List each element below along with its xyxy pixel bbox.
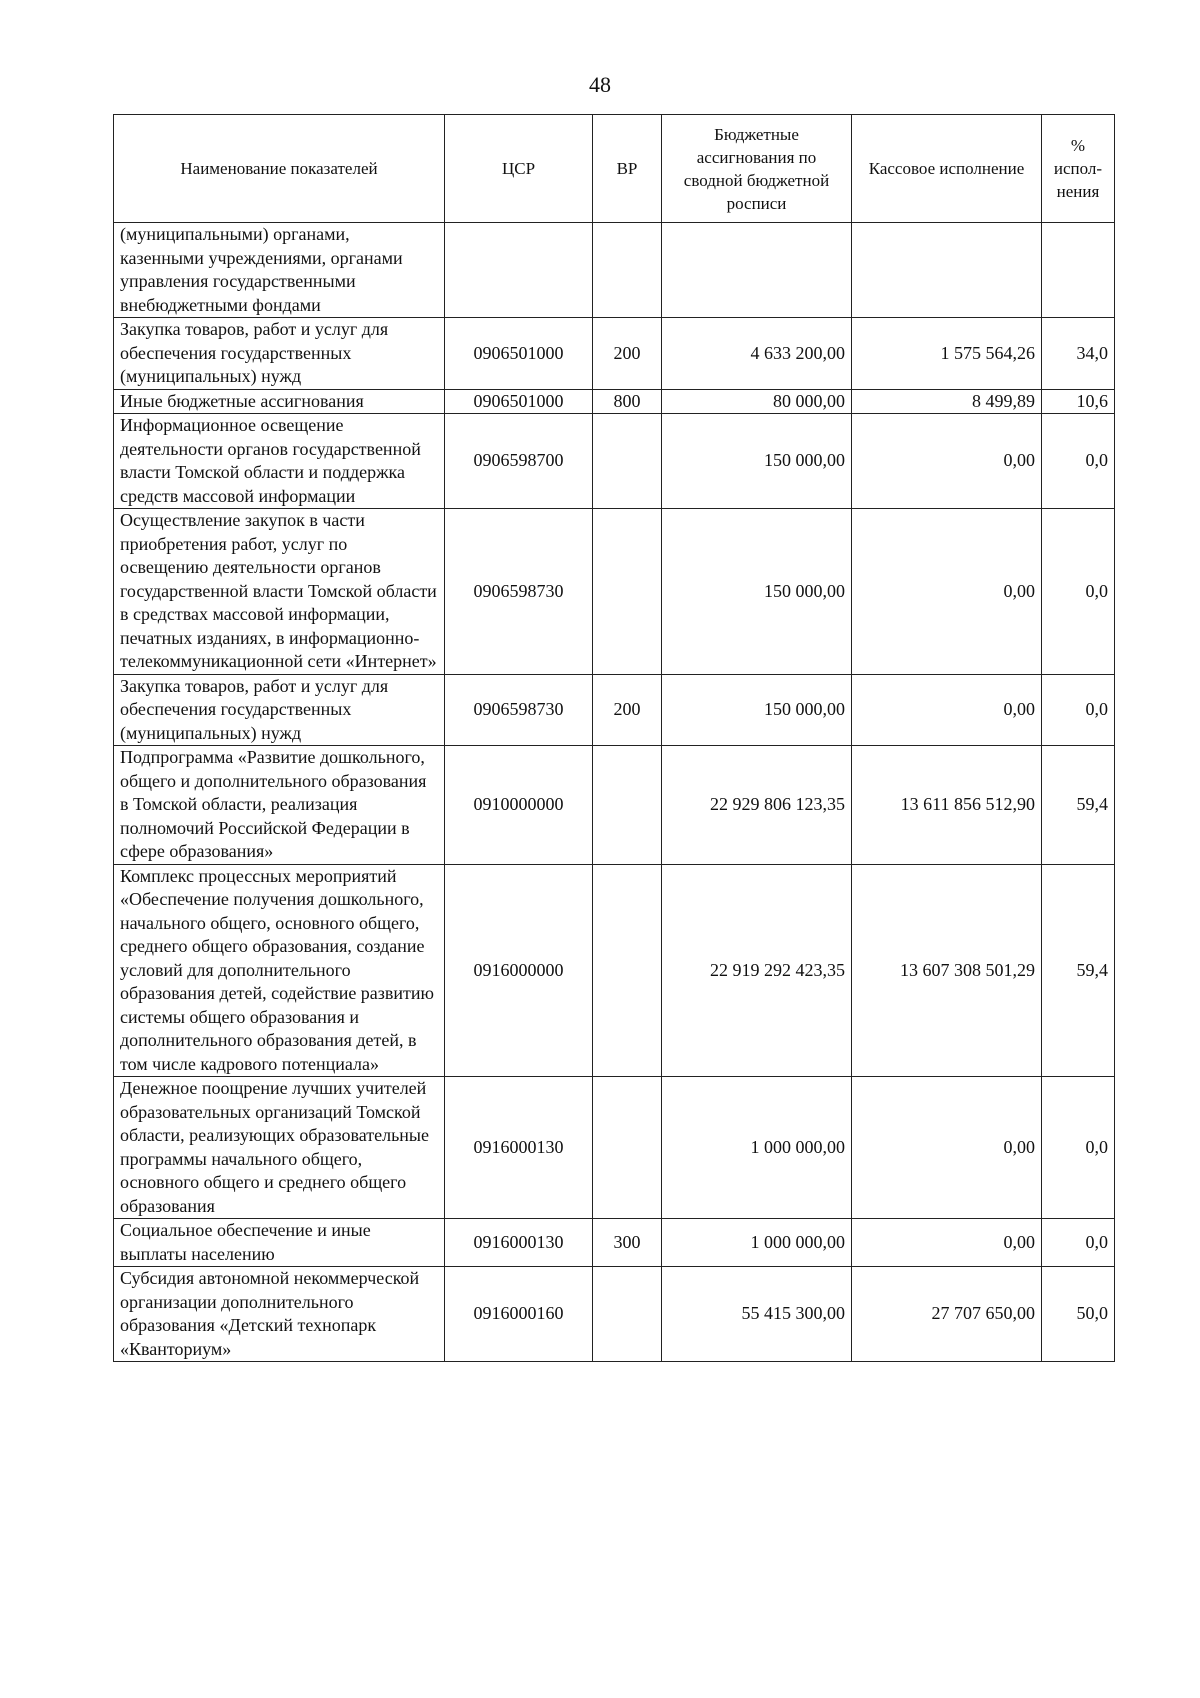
row-percent: 0,0 [1042,1077,1115,1219]
table-row [114,389,1115,414]
row-vr [593,864,662,1077]
row-cash: 0,00 [852,414,1042,509]
header-cash: Кассовое исполнение [852,115,1042,223]
row-csr: 0906598730 [445,509,593,675]
table-row [114,864,1115,1077]
row-cash: 13 607 308 501,29 [852,864,1042,1077]
row-percent: 50,0 [1042,1267,1115,1362]
row-cash: 13 611 856 512,90 [852,746,1042,865]
row-vr [593,509,662,675]
row-cash: 1 575 564,26 [852,318,1042,390]
row-budget [662,223,852,318]
table-row [114,1219,1115,1267]
row-csr: 0916000000 [445,864,593,1077]
table-header-row [114,115,1115,223]
header-budget: Бюджетные ассигнования по сводной бюджетной росписи [662,115,852,223]
row-csr: 0916000130 [445,1077,593,1219]
row-percent: 0,0 [1042,414,1115,509]
row-name: Социальное обеспечение и иные выплаты населению [114,1219,445,1267]
table-row [114,1077,1115,1219]
header-percent: % испол-нения [1042,115,1115,223]
table-row [114,414,1115,509]
table-body [114,223,1115,1362]
table-row [114,746,1115,865]
row-budget: 4 633 200,00 [662,318,852,390]
row-name: Субсидия автономной некоммерческой организации дополнительного образования «Детский технопарк «Кванториум» [114,1267,445,1362]
row-percent: 0,0 [1042,674,1115,746]
row-percent: 0,0 [1042,1219,1115,1267]
row-budget: 150 000,00 [662,674,852,746]
row-csr: 0906501000 [445,318,593,390]
row-budget: 80 000,00 [662,389,852,414]
row-name: Закупка товаров, работ и услуг для обеспечения государственных (муниципальных) нужд [114,674,445,746]
page-number: 48 [589,72,611,97]
row-cash: 0,00 [852,1219,1042,1267]
budget-execution-table [113,114,1115,1362]
header-name: Наименование показателей [114,115,445,223]
row-csr [445,223,593,318]
row-name: Осуществление закупок в части приобретения работ, услуг по освещению деятельности органов государственной власти Томской области в средствах массовой информации, печатных изданиях, в информационно-телекоммуникационной сети «Интернет» [114,509,445,675]
row-csr: 0916000160 [445,1267,593,1362]
row-cash [852,223,1042,318]
row-percent: 59,4 [1042,864,1115,1077]
row-cash: 0,00 [852,1077,1042,1219]
table-row [114,1267,1115,1362]
row-budget: 22 919 292 423,35 [662,864,852,1077]
row-cash: 27 707 650,00 [852,1267,1042,1362]
table-row [114,223,1115,318]
row-vr: 300 [593,1219,662,1267]
row-csr: 0910000000 [445,746,593,865]
row-budget: 22 929 806 123,35 [662,746,852,865]
row-csr: 0916000130 [445,1219,593,1267]
row-csr: 0906598700 [445,414,593,509]
table-row [114,509,1115,675]
row-cash: 0,00 [852,674,1042,746]
row-percent: 34,0 [1042,318,1115,390]
row-vr: 800 [593,389,662,414]
row-csr: 0906501000 [445,389,593,414]
row-percent: 0,0 [1042,509,1115,675]
header-csr: ЦСР [445,115,593,223]
row-budget: 150 000,00 [662,414,852,509]
row-cash: 8 499,89 [852,389,1042,414]
row-budget: 1 000 000,00 [662,1077,852,1219]
row-vr: 200 [593,318,662,390]
row-percent: 10,6 [1042,389,1115,414]
table-row [114,674,1115,746]
row-vr [593,1077,662,1219]
row-vr: 200 [593,674,662,746]
row-name: Иные бюджетные ассигнования [114,389,445,414]
row-name: Комплекс процессных мероприятий «Обеспечение получения дошкольного, начального общего, основного общего, среднего общего образования, создание условий для дополнительного образования детей, содействие развитию системы общего образования и дополнительного образования детей, в том числе кадрового потенциала» [114,864,445,1077]
row-name: Закупка товаров, работ и услуг для обеспечения государственных (муниципальных) нужд [114,318,445,390]
row-csr: 0906598730 [445,674,593,746]
row-vr [593,746,662,865]
row-budget: 1 000 000,00 [662,1219,852,1267]
row-budget: 55 415 300,00 [662,1267,852,1362]
header-vr: ВР [593,115,662,223]
row-name: Информационное освещение деятельности органов государственной власти Томской области и поддержка средств массовой информации [114,414,445,509]
table-row [114,318,1115,390]
row-name: (муниципальными) органами, казенными учреждениями, органами управления государственными внебюджетными фондами [114,223,445,318]
row-cash: 0,00 [852,509,1042,675]
row-vr [593,223,662,318]
row-percent [1042,223,1115,318]
row-budget: 150 000,00 [662,509,852,675]
row-name: Денежное поощрение лучших учителей образовательных организаций Томской области, реализующих образовательные программы начального общего, основного общего и среднего общего образования [114,1077,445,1219]
row-vr [593,414,662,509]
row-name: Подпрограмма «Развитие дошкольного, общего и дополнительного образования в Томской области, реализация полномочий Российской Федерации в сфере образования» [114,746,445,865]
row-percent: 59,4 [1042,746,1115,865]
row-vr [593,1267,662,1362]
